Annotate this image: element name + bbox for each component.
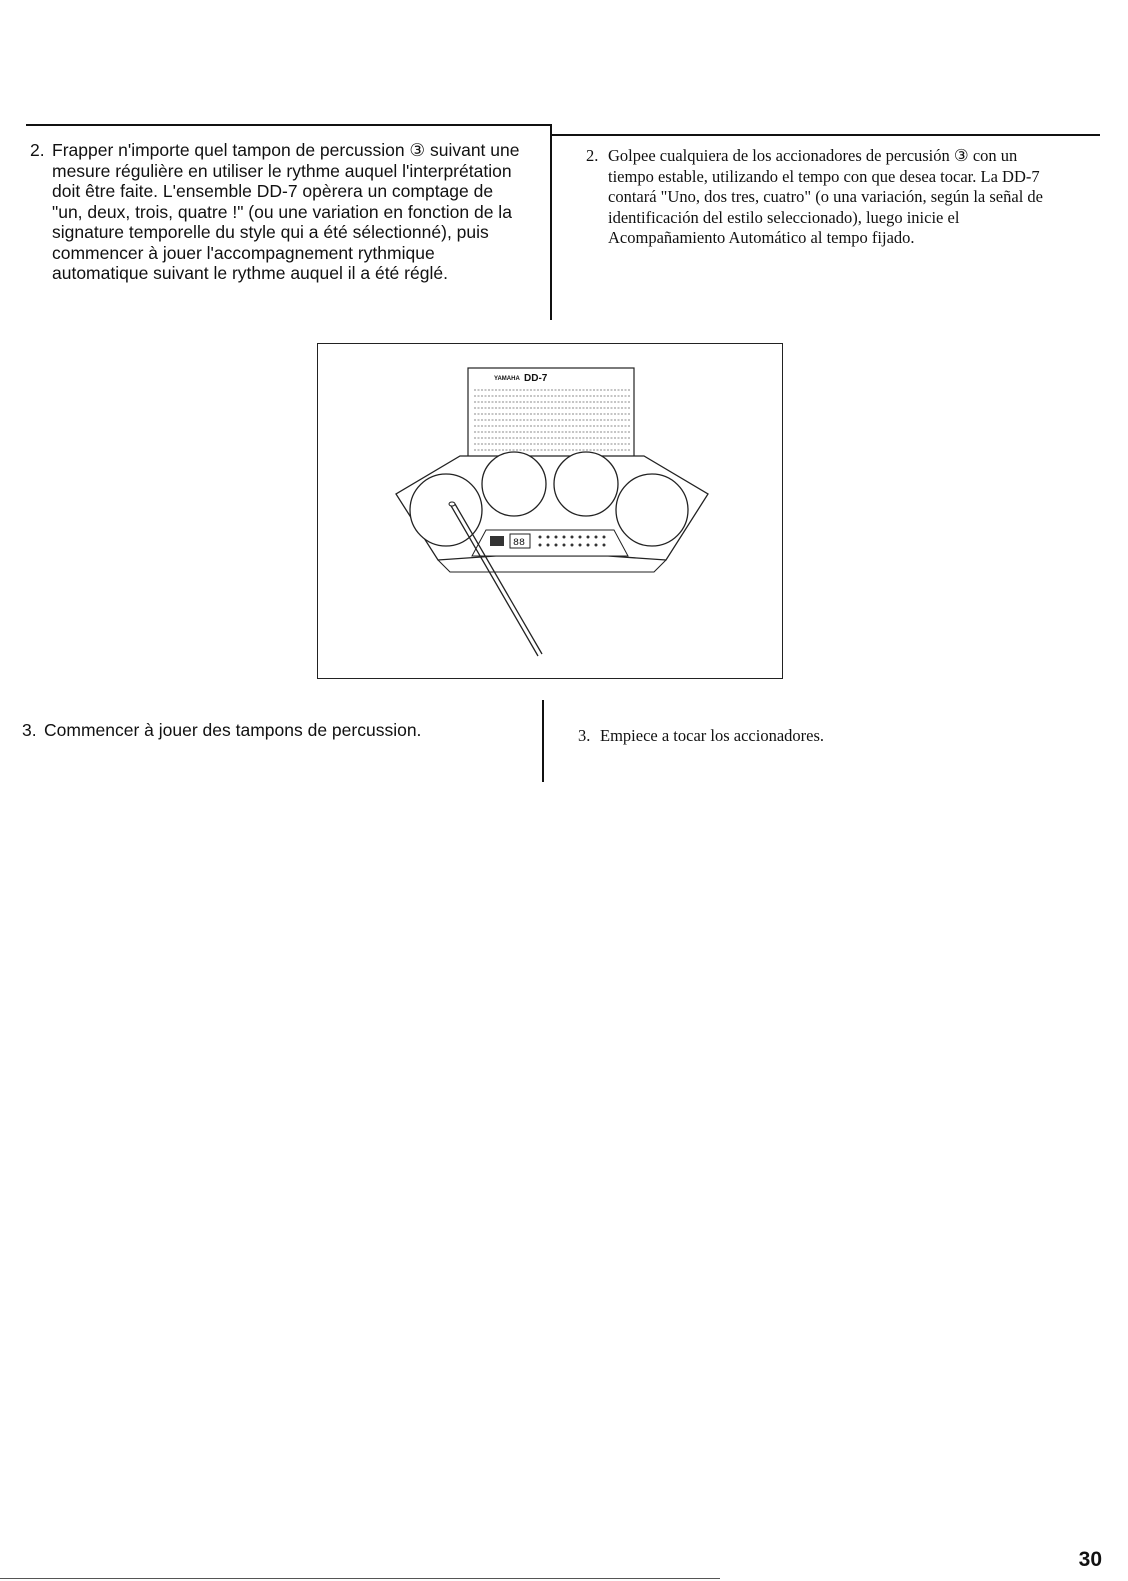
drum-pad-4 bbox=[616, 474, 688, 546]
column-divider-bottom bbox=[542, 700, 544, 782]
french-step-2-text: Frapper n'importe quel tampon de percussion ③ suivant une mesure régulière en utiliser le rythme auquel l'interprétation doit être faite. L'ensemble DD-7 opèrera un comptage de "un, deux, trois, quatre !" (ou une variation en fonction de la signature temporelle du style qui a été sélectionné), puis commencer à jouer l'accompagnement rythmique automatique suivant le rythme auquel il a été réglé. bbox=[52, 140, 520, 283]
model-label: DD-7 bbox=[524, 373, 548, 384]
dd7-illustration bbox=[317, 343, 783, 679]
panel-logo-block bbox=[490, 536, 504, 546]
french-step-3-number: 3. bbox=[22, 720, 37, 740]
dd7-drawing bbox=[318, 344, 782, 678]
spanish-step-2 bbox=[586, 146, 1066, 249]
french-step-3 bbox=[22, 720, 522, 741]
brand-label: YAMAHA bbox=[494, 376, 520, 382]
top-rule-right bbox=[552, 134, 1100, 136]
spanish-step-2-number: 2. bbox=[586, 146, 599, 165]
page-number: 30 bbox=[1078, 1548, 1102, 1571]
french-step-2-number: 2. bbox=[30, 140, 45, 160]
spanish-step-2-text: Golpee cualquiera de los accionadores de percusión ③ con un tiempo estable, utilizando el tempo con que desea tocar. La DD-7 contará "Uno, dos tres, cuatro" (o una variación, según la señal de identificación del estilo seleccionado), luego inicie el Acompañamiento Automático al tempo fijado. bbox=[608, 146, 1043, 247]
top-rule-left bbox=[26, 124, 552, 126]
drum-pad-2 bbox=[482, 452, 546, 516]
display-digits: 88 bbox=[513, 538, 526, 549]
drum-pad-1 bbox=[410, 474, 482, 546]
french-step-3-text: Commencer à jouer des tampons de percussion. bbox=[44, 720, 422, 740]
spanish-step-3 bbox=[578, 726, 1058, 747]
spanish-step-3-number: 3. bbox=[578, 726, 591, 745]
column-divider-top bbox=[550, 124, 552, 320]
spanish-step-3-text: Empiece a tocar los accionadores. bbox=[600, 726, 825, 745]
bottom-rule bbox=[0, 1578, 720, 1579]
drum-pad-3 bbox=[554, 452, 618, 516]
french-step-2 bbox=[30, 140, 526, 284]
